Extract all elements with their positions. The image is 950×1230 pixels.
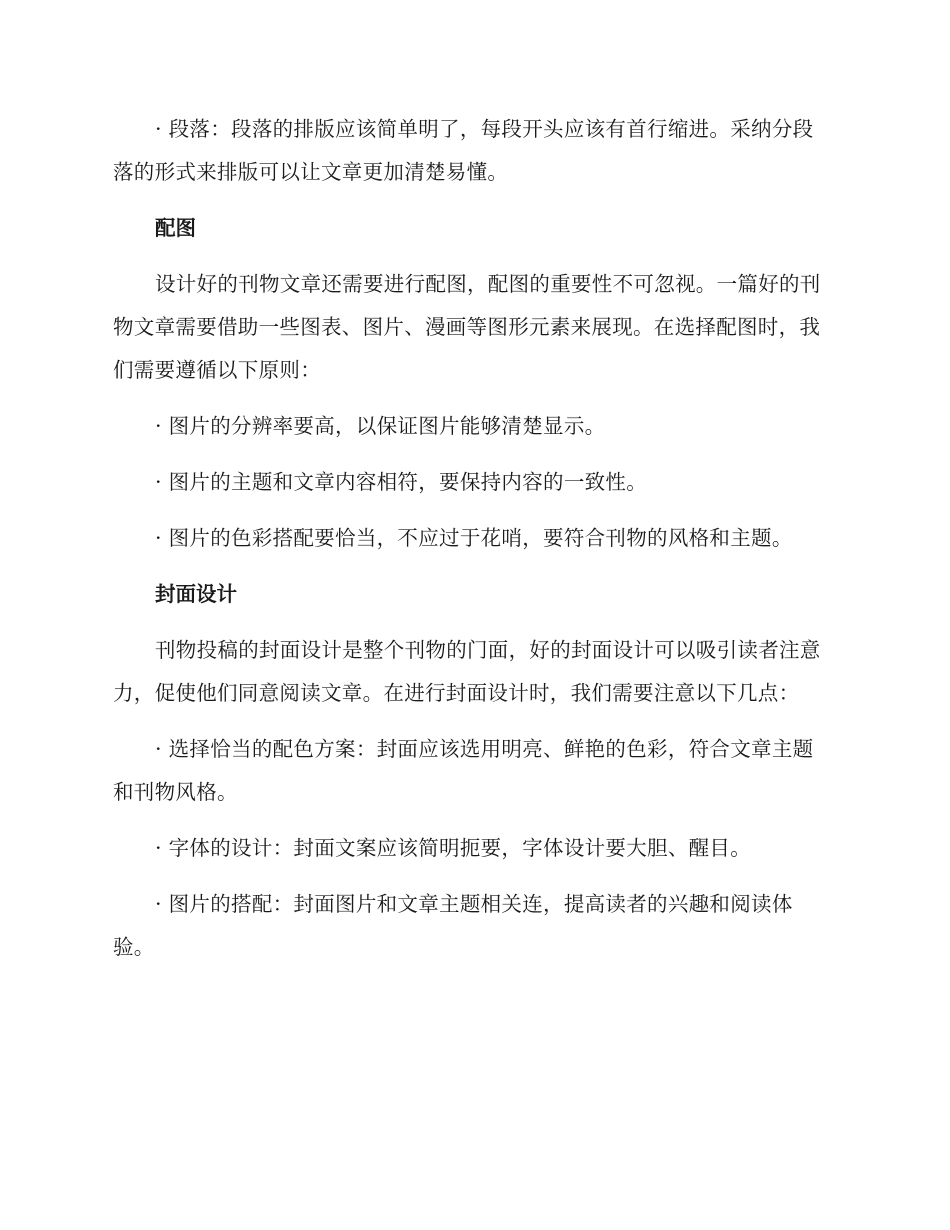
paragraph-cover-intro: 刊物投稿的封面设计是整个刊物的门面，好的封面设计可以吸引读者注意力，促使他们同意阅读文章。在进行封面设计时，我们需要注意以下几点：: [113, 638, 821, 705]
bullet-image-color: · 图片的色彩搭配要恰当，不应过于花哨，要符合刊物的风格和主题。: [155, 526, 793, 550]
heading-cover-design: 封面设计: [155, 582, 237, 606]
paragraph-illustration-intro: 设计好的刊物文章还需要进行配图，配图的重要性不可忽视。一篇好的刊物文章需要借助一些图表、图片、漫画等图形元素来展现。在选择配图时，我们需要遵循以下原则：: [113, 272, 821, 382]
bullet-cover-font: · 字体的设计：封面文案应该简明扼要，字体设计要大胆、醒目。: [155, 836, 752, 860]
bullet-cover-color: · 选择恰当的配色方案：封面应该选用明亮、鲜艳的色彩，符合文章主题和刊物风格。: [113, 737, 814, 804]
heading-illustration: 配图: [155, 216, 196, 240]
paragraph-layout-bullet: · 段落：段落的排版应该简单明了，每段开头应该有首行缩进。采纳分段落的形式来排版可以让文章更加清楚易懂。: [113, 117, 814, 184]
bullet-image-theme: · 图片的主题和文章内容相符，要保持内容的一致性。: [155, 470, 648, 494]
bullet-cover-image: · 图片的搭配：封面图片和文章主题相关连，提高读者的兴趣和阅读体验。: [113, 892, 793, 959]
bullet-image-resolution: · 图片的分辨率要高，以保证图片能够清楚显示。: [155, 414, 606, 438]
document-page: [113, 108, 833, 969]
